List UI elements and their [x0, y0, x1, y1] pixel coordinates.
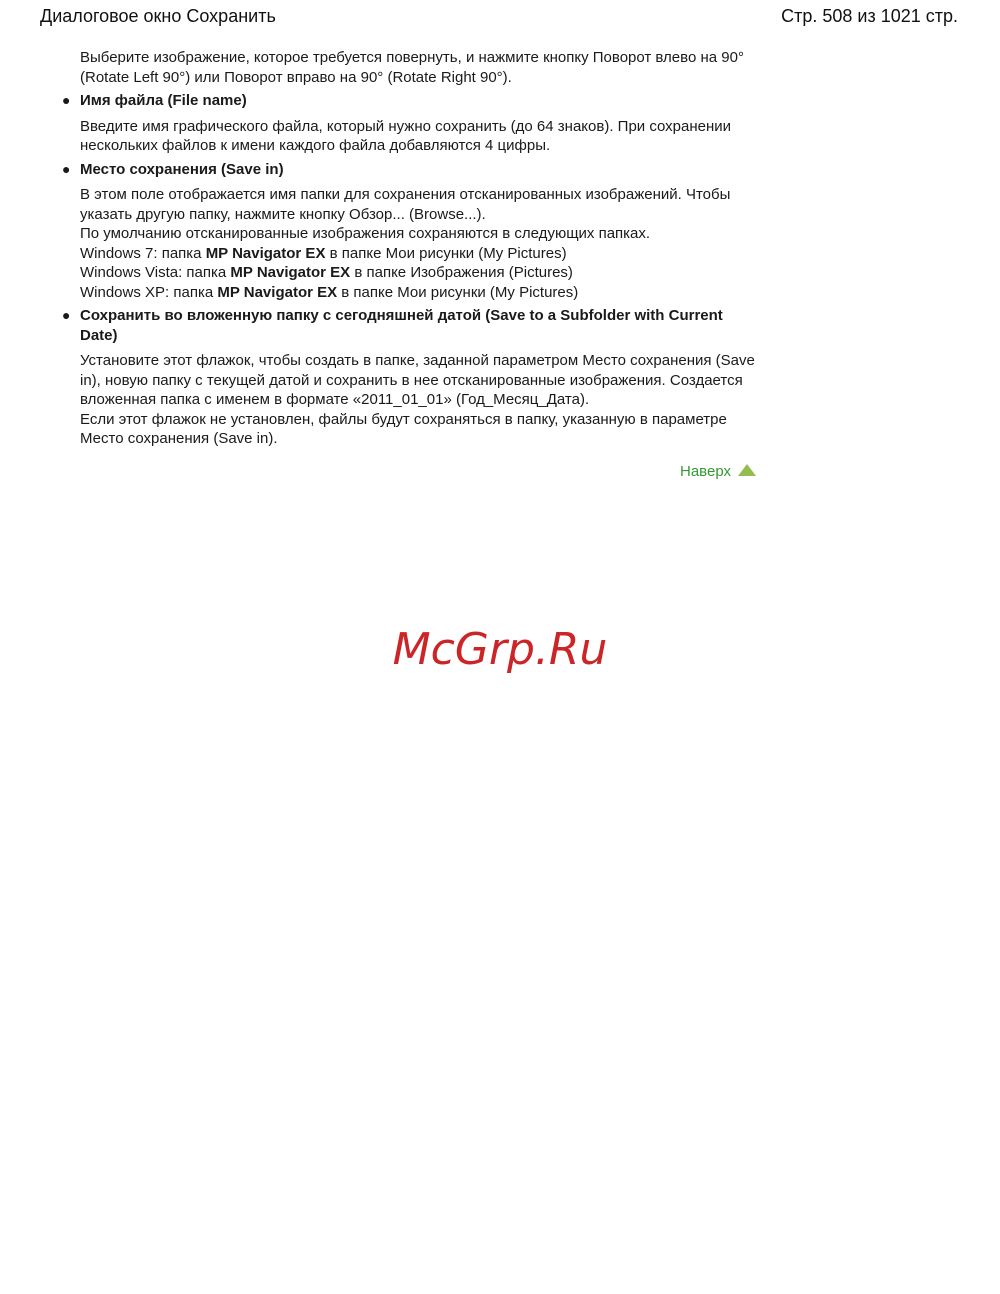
watermark-text: McGrp.Ru: [392, 624, 608, 675]
section-paragraph: По умолчанию отсканированные изображения сохраняются в следующих папках.: [80, 225, 651, 242]
back-to-top-link[interactable]: [680, 462, 756, 482]
page-title: Диалоговое окно Сохранить: [40, 6, 276, 26]
section-paragraph: Введите имя графического файла, который нужно сохранить (до 64 знаков). При сохранении нескольких файлов к имени каждого файла добавляются 4 цифры.: [80, 117, 732, 154]
line-text: в папке Мои рисунки (My Pictures): [337, 283, 579, 301]
line-text: в папке Изображения (Pictures): [350, 264, 573, 281]
page-header: [0, 0, 1000, 27]
product-name: MP Navigator EX: [205, 244, 326, 262]
section-paragraph: Если этот флажок не установлен, файлы будут сохраняться в папку, указанную в параметре Место сохранения (Save in).: [80, 410, 727, 447]
page-number-indicator: Стр. 508 из 1021 стр.: [781, 6, 958, 26]
section-paragraph: Установите этот флажок, чтобы создать в папке, заданной параметром Место сохранения (Save in), новую папку с текущей датой и сохранить в нее отсканированные изображения. Создается вложенная папка с именем в формате «2011_01_01» (Год_Месяц_Дата).: [80, 352, 755, 408]
section-heading: [62, 91, 756, 111]
windows-vista-folder-line: [80, 263, 756, 283]
triangle-up-icon: [738, 464, 756, 476]
line-text: Windows Vista: папка: [80, 264, 231, 281]
back-to-top-label: Наверх: [680, 462, 731, 480]
line-text: в папке Мои рисунки (My Pictures): [325, 244, 567, 262]
section-heading: [62, 160, 756, 180]
product-name: MP Navigator EX: [230, 264, 351, 281]
section-paragraph: В этом поле отображается имя папки для сохранения отсканированных изображений. Чтобы указать другую папку, нажмите кнопку Обзор... (Browse...).: [80, 186, 731, 223]
line-text: Windows XP: папка: [80, 283, 218, 301]
intro-paragraph: Выберите изображение, которое требуется повернуть, и нажмите кнопку Поворот влево на 90° (Rotate Left 90°) или Поворот вправо на 90° (Rotate Right 90°).: [80, 49, 744, 86]
section-heading-label: Сохранить во вложенную папку с сегодняшней датой (Save to a Subfolder with Current Date): [80, 307, 723, 344]
windows7-folder-line: [80, 244, 756, 264]
section-save-in: [62, 160, 756, 303]
bullet-icon: ●: [62, 160, 71, 177]
windows-xp-folder-line: [80, 283, 756, 303]
line-text: Windows 7: папка: [80, 244, 206, 262]
section-heading-label: Место сохранения (Save in): [80, 160, 284, 178]
section-save-to-subfolder: [62, 306, 756, 449]
section-file-name: [62, 91, 756, 156]
section-heading-label: Имя файла (File name): [80, 92, 247, 109]
document-body: [62, 48, 756, 481]
back-to-top-row: [80, 462, 756, 482]
section-heading: [62, 306, 756, 345]
product-name: MP Navigator EX: [217, 283, 338, 301]
bullet-icon: ●: [62, 92, 71, 108]
bullet-icon: ●: [62, 307, 71, 323]
